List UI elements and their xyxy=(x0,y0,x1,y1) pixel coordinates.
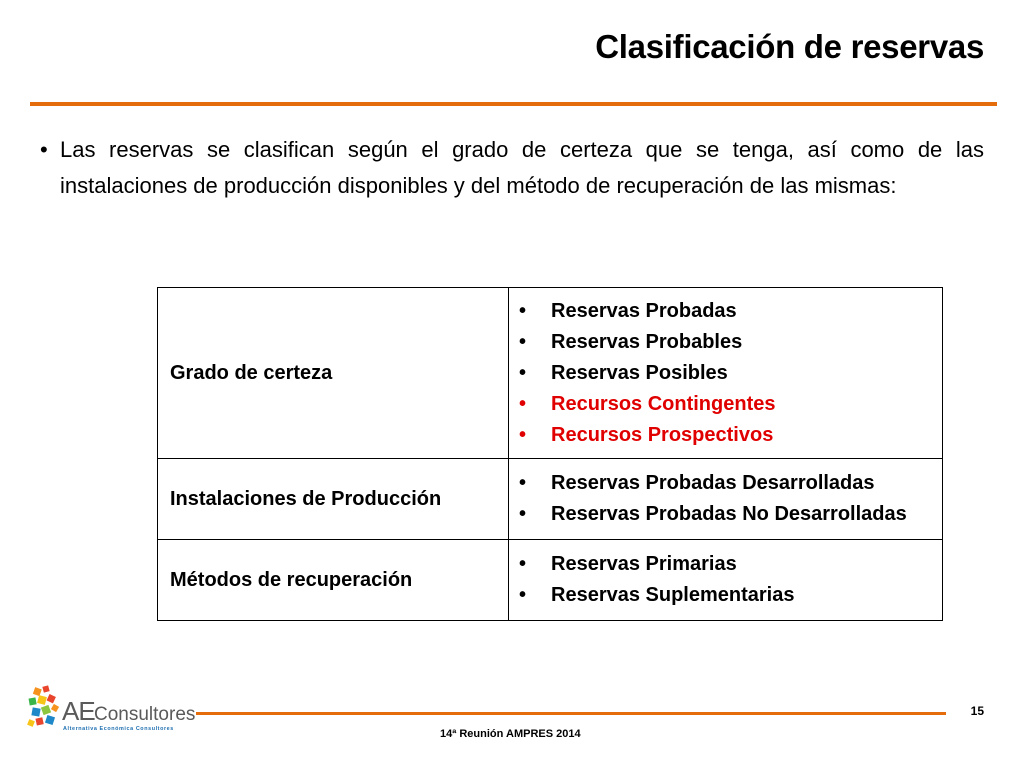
bullet-icon: • xyxy=(519,553,527,575)
slide-title: Clasificación de reservas xyxy=(595,28,984,65)
intro-paragraph xyxy=(40,132,984,204)
footer-divider xyxy=(196,712,946,715)
list-item: • Reservas Primarias xyxy=(517,549,930,580)
classification-table xyxy=(157,287,943,621)
logo-tagline-text: Alternativa Económica Consultores xyxy=(63,726,174,732)
bullet-icon: • xyxy=(519,503,527,525)
table-row xyxy=(158,540,943,621)
row-items xyxy=(509,288,943,459)
row-items xyxy=(509,459,943,540)
row-label: Grado de certeza xyxy=(158,288,509,459)
list-item: • Reservas Probables xyxy=(517,327,930,358)
list-item-highlight: • Recursos Prospectivos xyxy=(517,420,930,451)
intro-text: Las reservas se clasifican según el grado de certeza que se tenga, así como de las instalaciones de producción disponibles y del método de recuperación de las mismas: xyxy=(60,137,984,198)
intro-bullet: • xyxy=(40,137,48,162)
row-label: Métodos de recuperación xyxy=(158,540,509,621)
page-number: 15 xyxy=(970,704,984,718)
list-item: • Reservas Probadas xyxy=(517,296,930,327)
row-items xyxy=(509,540,943,621)
bullet-icon: • xyxy=(519,392,527,415)
table-row xyxy=(158,288,943,459)
bullet-icon: • xyxy=(519,361,527,384)
list-item-highlight: • Recursos Contingentes xyxy=(517,389,930,420)
list-item: • Reservas Suplementarias xyxy=(517,580,930,611)
ae-consultores-logo xyxy=(26,684,196,738)
bullet-icon: • xyxy=(519,330,527,353)
table-row xyxy=(158,459,943,540)
bullet-icon: • xyxy=(519,299,527,322)
bullet-icon: • xyxy=(519,472,527,494)
logo-mark-icon xyxy=(26,684,196,738)
bullet-icon: • xyxy=(519,584,527,606)
title-divider xyxy=(30,102,997,106)
footer-event: 14ª Reunión AMPRES 2014 xyxy=(440,728,581,740)
list-item: • Reservas Probadas Desarrolladas xyxy=(517,468,930,499)
logo-ae-text: AE xyxy=(62,696,95,726)
list-item: • Reservas Probadas No Desarrolladas xyxy=(517,499,930,530)
row-label: Instalaciones de Producción xyxy=(158,459,509,540)
logo-name-text: Consultores xyxy=(94,704,196,725)
list-item: • Reservas Posibles xyxy=(517,358,930,389)
bullet-icon: • xyxy=(519,423,527,446)
